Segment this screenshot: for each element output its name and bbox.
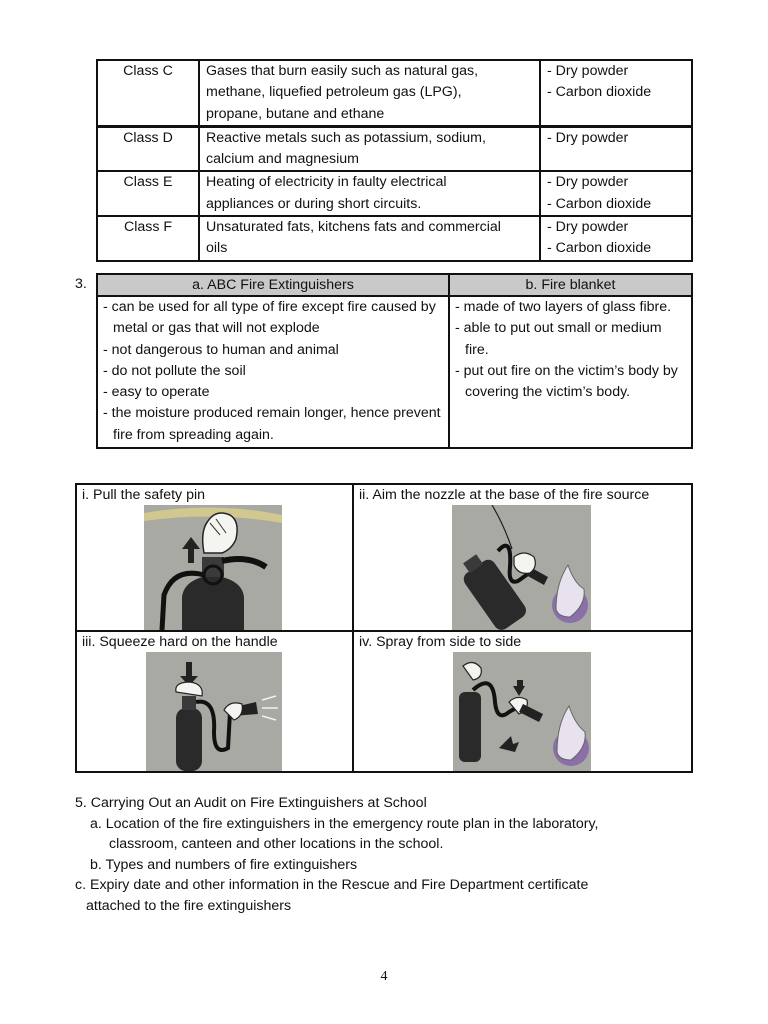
step-spray-side-to-side [354, 632, 691, 771]
list-item-continuation: classroom, canteen and other locations in the school. [109, 836, 444, 852]
step-pull-pin [77, 485, 352, 630]
class-description: Unsaturated fats, kitchens fats and commercial oils [199, 216, 540, 261]
class-description: Reactive metals such as potassium, sodium, calcium and magnesium [199, 126, 540, 171]
list-item-continuation: attached to the fire extinguishers [86, 897, 292, 914]
abc-extinguisher-points [97, 296, 449, 448]
hand-pulling-pin-icon [144, 505, 282, 630]
list-item: - able to put out small or medium fire. [455, 320, 662, 358]
spray-side-to-side-icon [453, 652, 591, 771]
list-item: - not dangerous to human and animal [103, 341, 339, 358]
class-label: Class C [97, 60, 199, 126]
list-item: - made of two layers of glass fibre. [455, 299, 672, 315]
class-label: Class D [97, 126, 199, 171]
list-item: - easy to operate [103, 384, 210, 401]
fire-class-row-c [97, 60, 692, 126]
list-item: - put out fire on the victim’s body by covering the victim’s body. [455, 362, 678, 401]
class-extinguisher: - Dry powder - Carbon dioxide [540, 171, 692, 216]
list-item: - can be used for all type of fire except fire caused by metal or gas that will not explode [103, 299, 436, 337]
list-item: - the moisture produced remain longer, hence prevent fire from spreading again. [103, 405, 441, 443]
extinguisher-steps-grid [75, 483, 693, 773]
step-squeeze-handle [77, 632, 352, 771]
step-caption: iii. Squeeze hard on the handle [82, 634, 278, 650]
list-item: - do not pollute the soil [103, 362, 246, 379]
fire-blanket-header: b. Fire blanket [449, 274, 692, 296]
step-aim-nozzle [354, 485, 691, 630]
extinguisher-comparison-table [96, 273, 693, 449]
class-label: Class E [97, 171, 199, 216]
fire-class-row-f [97, 216, 692, 261]
class-label: Class F [97, 216, 199, 261]
step-caption: ii. Aim the nozzle at the base of the fire source [359, 487, 650, 503]
step-caption: iv. Spray from side to side [359, 634, 522, 650]
page-number: 4 [380, 969, 388, 984]
fire-class-row-e [97, 171, 692, 216]
class-description: Gases that burn easily such as natural gas, methane, liquefied petroleum gas (LPG), propane, butane and ethane [199, 60, 540, 126]
class-description: Heating of electricity in faulty electrical appliances or during short circuits. [199, 171, 540, 216]
class-extinguisher: - Dry powder - Carbon dioxide [540, 216, 692, 261]
section-number: 3. [75, 276, 87, 292]
audit-section [75, 793, 715, 916]
class-extinguisher: - Dry powder [540, 126, 692, 171]
fire-class-table [96, 59, 693, 262]
squeeze-handle-icon [146, 652, 282, 771]
section-title: 5. Carrying Out an Audit on Fire Extinguishers at School [75, 795, 427, 811]
step-caption: i. Pull the safety pin [82, 487, 206, 503]
list-item: b. Types and numbers of fire extinguishers [90, 856, 358, 873]
class-extinguisher: - Dry powder - Carbon dioxide [540, 60, 692, 126]
fire-blanket-points [449, 296, 692, 448]
list-item: c. Expiry date and other information in the Rescue and Fire Department certificate [75, 877, 589, 893]
abc-extinguisher-header: a. ABC Fire Extinguishers [97, 274, 449, 296]
aim-nozzle-icon [452, 505, 591, 630]
fire-class-row-d [97, 126, 692, 171]
list-item: a. Location of the fire extinguishers in the emergency route plan in the laboratory, [90, 815, 599, 832]
